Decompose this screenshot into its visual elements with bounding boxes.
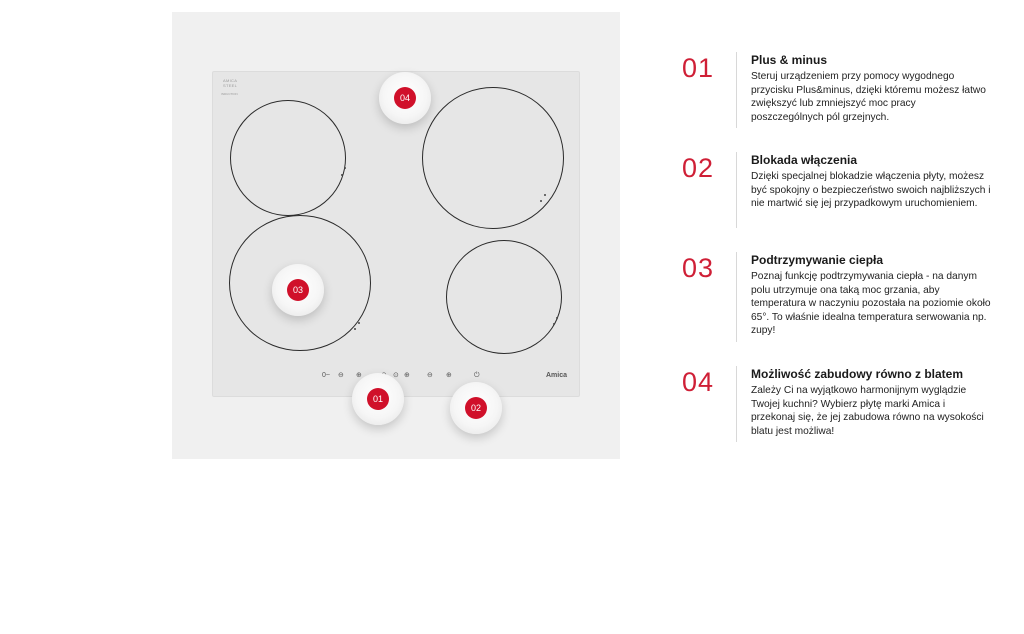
product-image-panel — [172, 12, 620, 459]
feature-number: 04 — [682, 367, 715, 397]
lock-control-icon[interactable]: 0~ — [322, 372, 330, 379]
zone-indicator-dot — [344, 167, 346, 169]
feature-title: Podtrzymywanie ciepła — [751, 253, 884, 267]
feature-item — [682, 52, 1002, 132]
feature-item — [682, 252, 1002, 344]
plus-control-icon[interactable]: ⊕ — [404, 372, 410, 379]
feature-title: Możliwość zabudowy równo z blatem — [751, 367, 964, 381]
feature-divider — [736, 252, 737, 342]
marker-03-label: 03 — [287, 279, 309, 301]
timer-control-icon[interactable]: ⊙ — [393, 372, 399, 379]
marker-01[interactable] — [352, 373, 404, 425]
zone-indicator-dot — [341, 174, 343, 176]
marker-01-label: 01 — [367, 388, 389, 410]
minus-control-icon[interactable]: ⊖ — [338, 372, 344, 379]
zone-indicator-dot — [358, 322, 360, 324]
plus-control-icon[interactable]: ⊕ — [446, 372, 452, 379]
feature-description: Poznaj funkcję podtrzymywania ciepła - na danym polu utrzymuje ona taką moc grzania, aby temperatura w naczyniu pozostała na poziomie około 65°. To właśnie idealna temperatura serwowania np. zupy! — [751, 271, 991, 337]
zone-indicator-dot — [540, 200, 542, 202]
feature-item — [682, 152, 1002, 232]
marker-02-label: 02 — [465, 397, 487, 419]
feature-description: Steruj urządzeniem przy pomocy wygodnego przycisku Plus&minus, dzięki któremu możesz łatwo zwiększyć lub zmniejszyć moc pracy poszczególnych pól grzejnych. — [751, 71, 986, 123]
hob-brand-logo: Amica — [545, 372, 567, 379]
hob-brand-mark-line-1: AMICA — [223, 78, 238, 83]
feature-title: Plus & minus — [751, 53, 828, 67]
hob-brand-mark-line-2: STEEL — [223, 83, 238, 88]
marker-04-label: 04 — [394, 87, 416, 109]
feature-divider — [736, 152, 737, 228]
zone-indicator-dot — [553, 323, 555, 325]
marker-02[interactable] — [450, 382, 502, 434]
power-control-icon[interactable]: ⏻ — [474, 372, 480, 379]
feature-number: 02 — [682, 153, 715, 183]
hob-brand-mark — [223, 78, 237, 88]
feature-divider — [736, 366, 737, 442]
minus-control-icon[interactable]: ⊖ — [427, 372, 433, 379]
hob-model-text: INDUCTION — [221, 92, 238, 96]
feature-description: Zależy Ci na wyjątkowo harmonijnym wyglądzie Twojej kuchni? Wybierz płytę marki Amica i przekonaj się, że jej zabudowa równo na wysokości blatu jest możliwa! — [751, 385, 984, 437]
feature-title: Blokada włączenia — [751, 153, 858, 167]
plus-control-icon[interactable]: ⊕ — [356, 372, 362, 379]
feature-divider — [736, 52, 737, 128]
marker-03[interactable] — [272, 264, 324, 316]
feature-description: Dzięki specjalnej blokadzie włączenia płyty, możesz być spokojny o bezpieczeństwo swoich najbliższych i nie martwić się jej przypadkowym uruchomieniem. — [751, 171, 991, 210]
feature-item — [682, 366, 1002, 446]
feature-number: 01 — [682, 53, 715, 83]
zone-indicator-dot — [544, 194, 546, 196]
feature-number: 03 — [682, 253, 715, 283]
zone-indicator-dot — [556, 317, 558, 319]
marker-04[interactable] — [379, 72, 431, 124]
cooking-zone-top-right — [422, 87, 564, 229]
cooking-zone-bottom-right — [446, 240, 562, 354]
zone-indicator-dot — [354, 328, 356, 330]
cooking-zone-top-left — [230, 100, 346, 216]
